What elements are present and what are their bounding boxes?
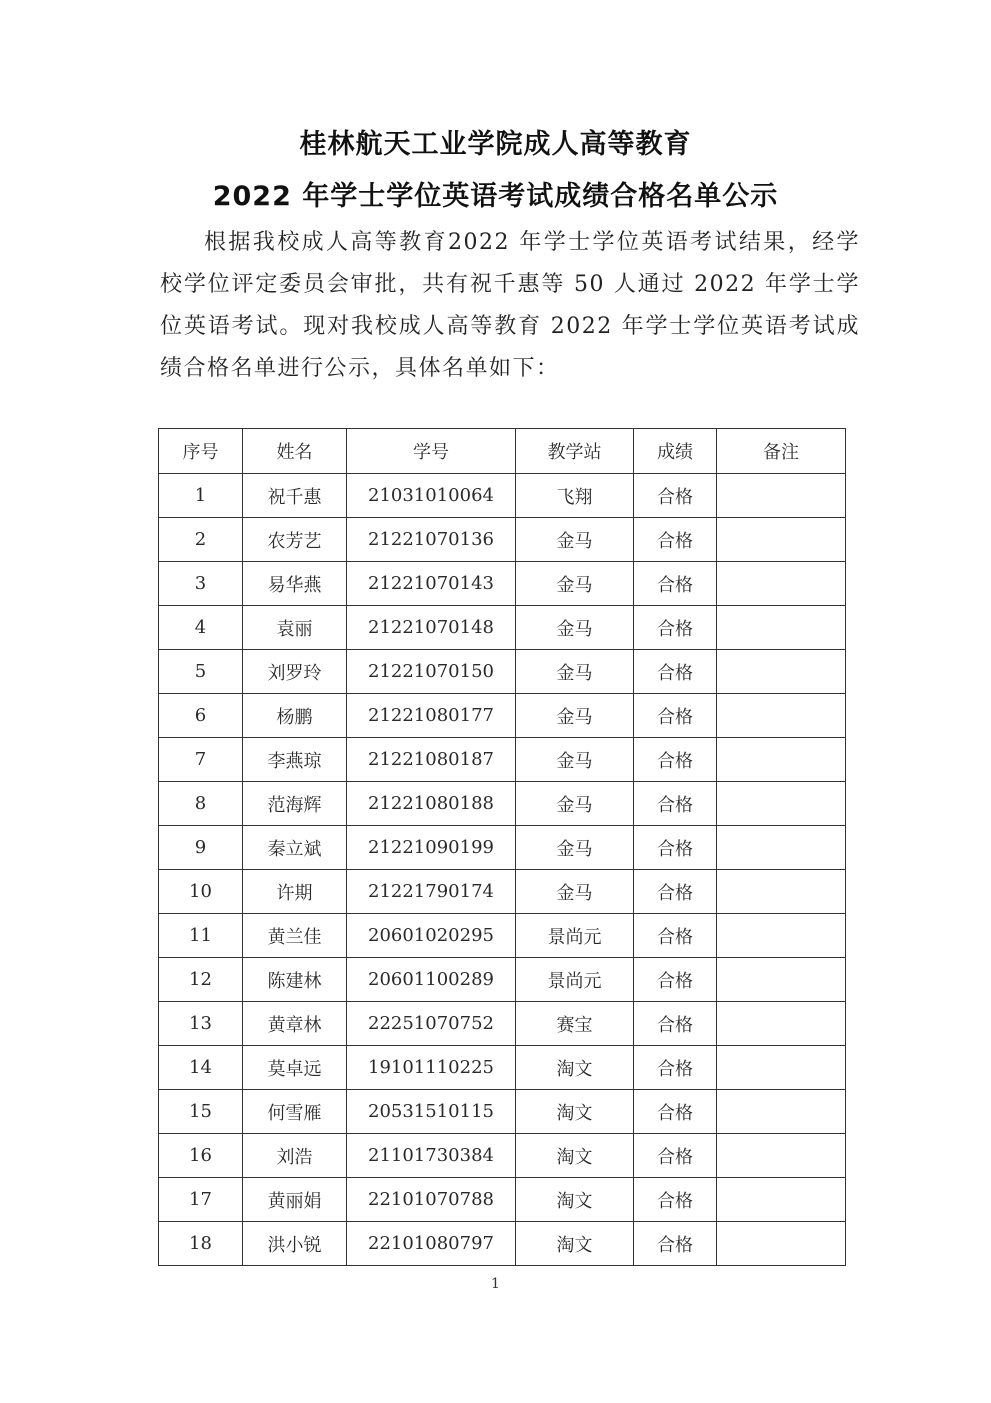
cell-result: 合格 (634, 1002, 717, 1046)
cell-seq: 8 (159, 782, 243, 826)
cell-seq: 11 (159, 914, 243, 958)
cell-station: 淘文 (516, 1178, 634, 1222)
table-row (159, 782, 846, 826)
cell-result: 合格 (634, 650, 717, 694)
table-row (159, 474, 846, 518)
cell-student-id: 21031010064 (347, 474, 516, 518)
header-remark: 备注 (717, 429, 846, 474)
table-row (159, 1002, 846, 1046)
cell-remark (717, 474, 846, 518)
table-row (159, 826, 846, 870)
cell-result: 合格 (634, 1090, 717, 1134)
cell-seq: 15 (159, 1090, 243, 1134)
roster-table (158, 428, 846, 1266)
cell-seq: 14 (159, 1046, 243, 1090)
cell-name: 何雪雁 (243, 1090, 347, 1134)
cell-station: 金马 (516, 694, 634, 738)
table-row (159, 694, 846, 738)
table-row (159, 1178, 846, 1222)
cell-seq: 13 (159, 1002, 243, 1046)
cell-remark (717, 650, 846, 694)
cell-name: 范海辉 (243, 782, 347, 826)
cell-remark (717, 738, 846, 782)
cell-name: 杨鹏 (243, 694, 347, 738)
cell-remark (717, 694, 846, 738)
table-row (159, 518, 846, 562)
cell-station: 淘文 (516, 1134, 634, 1178)
cell-student-id: 19101110225 (347, 1046, 516, 1090)
cell-station: 淘文 (516, 1222, 634, 1266)
cell-name: 袁丽 (243, 606, 347, 650)
cell-remark (717, 782, 846, 826)
table-row (159, 562, 846, 606)
cell-station: 金马 (516, 870, 634, 914)
cell-name: 秦立斌 (243, 826, 347, 870)
document-title-line1: 桂林航天工业学院成人高等教育 (299, 129, 692, 160)
cell-name: 莫卓远 (243, 1046, 347, 1090)
cell-remark (717, 826, 846, 870)
cell-result: 合格 (634, 782, 717, 826)
cell-seq: 18 (159, 1222, 243, 1266)
cell-name: 陈建林 (243, 958, 347, 1002)
cell-result: 合格 (634, 1134, 717, 1178)
cell-result: 合格 (634, 870, 717, 914)
cell-result: 合格 (634, 518, 717, 562)
cell-remark (717, 1178, 846, 1222)
header-seq: 序号 (159, 429, 243, 474)
cell-name: 黄兰佳 (243, 914, 347, 958)
cell-student-id: 21221070148 (347, 606, 516, 650)
cell-station: 金马 (516, 650, 634, 694)
cell-seq: 4 (159, 606, 243, 650)
table-row (159, 650, 846, 694)
cell-student-id: 21221080188 (347, 782, 516, 826)
table-header-row (159, 429, 846, 474)
cell-name: 祝千惠 (243, 474, 347, 518)
page-number: 1 (491, 1276, 500, 1292)
cell-result: 合格 (634, 1178, 717, 1222)
cell-remark (717, 1222, 846, 1266)
cell-station: 赛宝 (516, 1002, 634, 1046)
table-row (159, 1134, 846, 1178)
cell-student-id: 21221070143 (347, 562, 516, 606)
cell-seq: 5 (159, 650, 243, 694)
cell-student-id: 21221080177 (347, 694, 516, 738)
cell-seq: 2 (159, 518, 243, 562)
cell-remark (717, 1090, 846, 1134)
cell-remark (717, 562, 846, 606)
cell-remark (717, 914, 846, 958)
cell-seq: 9 (159, 826, 243, 870)
header-student-id: 学号 (347, 429, 516, 474)
cell-seq: 16 (159, 1134, 243, 1178)
table-row (159, 870, 846, 914)
cell-student-id: 22101070788 (347, 1178, 516, 1222)
cell-result: 合格 (634, 826, 717, 870)
table-row (159, 606, 846, 650)
header-result: 成绩 (634, 429, 717, 474)
cell-result: 合格 (634, 914, 717, 958)
cell-student-id: 21221790174 (347, 870, 516, 914)
cell-student-id: 21221070150 (347, 650, 516, 694)
cell-remark (717, 1002, 846, 1046)
cell-seq: 3 (159, 562, 243, 606)
cell-student-id: 20531510115 (347, 1090, 516, 1134)
cell-remark (717, 1134, 846, 1178)
cell-remark (717, 870, 846, 914)
table-row (159, 958, 846, 1002)
cell-remark (717, 518, 846, 562)
cell-name: 许期 (243, 870, 347, 914)
intro-paragraph: 根据我校成人高等教育2022 年学士学位英语考试结果，经学校学位评定委员会审批，共有祝千惠等 50 人通过 2022 年学士学位英语考试。现对我校成人高等教育 2022 年学士学位英语考试成绩合格名单进行公示，具体名单如下： (160, 230, 860, 381)
cell-seq: 10 (159, 870, 243, 914)
cell-student-id: 22251070752 (347, 1002, 516, 1046)
table-row (159, 914, 846, 958)
cell-student-id: 21101730384 (347, 1134, 516, 1178)
cell-result: 合格 (634, 738, 717, 782)
cell-result: 合格 (634, 958, 717, 1002)
cell-station: 淘文 (516, 1046, 634, 1090)
cell-seq: 12 (159, 958, 243, 1002)
cell-seq: 1 (159, 474, 243, 518)
cell-seq: 17 (159, 1178, 243, 1222)
table-row (159, 1090, 846, 1134)
cell-station: 金马 (516, 738, 634, 782)
cell-station: 金马 (516, 782, 634, 826)
cell-station: 景尚元 (516, 914, 634, 958)
cell-name: 农芳艺 (243, 518, 347, 562)
header-station: 教学站 (516, 429, 634, 474)
cell-remark (717, 958, 846, 1002)
cell-remark (717, 1046, 846, 1090)
cell-result: 合格 (634, 1046, 717, 1090)
cell-name: 洪小锐 (243, 1222, 347, 1266)
table-row (159, 738, 846, 782)
header-name: 姓名 (243, 429, 347, 474)
cell-student-id: 21221090199 (347, 826, 516, 870)
cell-station: 飞翔 (516, 474, 634, 518)
cell-station: 金马 (516, 562, 634, 606)
document-title-line2: 2022 年学士学位英语考试成绩合格名单公示 (212, 181, 779, 212)
cell-student-id: 20601100289 (347, 958, 516, 1002)
table-row (159, 1046, 846, 1090)
cell-student-id: 20601020295 (347, 914, 516, 958)
cell-remark (717, 606, 846, 650)
cell-name: 李燕琼 (243, 738, 347, 782)
cell-result: 合格 (634, 606, 717, 650)
table-row (159, 1222, 846, 1266)
cell-station: 金马 (516, 606, 634, 650)
cell-station: 景尚元 (516, 958, 634, 1002)
cell-result: 合格 (634, 1222, 717, 1266)
cell-seq: 7 (159, 738, 243, 782)
cell-result: 合格 (634, 694, 717, 738)
cell-name: 易华燕 (243, 562, 347, 606)
cell-student-id: 22101080797 (347, 1222, 516, 1266)
cell-name: 黄章林 (243, 1002, 347, 1046)
cell-name: 刘罗玲 (243, 650, 347, 694)
cell-station: 金马 (516, 826, 634, 870)
cell-station: 金马 (516, 518, 634, 562)
cell-result: 合格 (634, 474, 717, 518)
cell-seq: 6 (159, 694, 243, 738)
cell-name: 刘浩 (243, 1134, 347, 1178)
cell-student-id: 21221070136 (347, 518, 516, 562)
cell-station: 淘文 (516, 1090, 634, 1134)
cell-name: 黄丽娟 (243, 1178, 347, 1222)
cell-student-id: 21221080187 (347, 738, 516, 782)
cell-result: 合格 (634, 562, 717, 606)
